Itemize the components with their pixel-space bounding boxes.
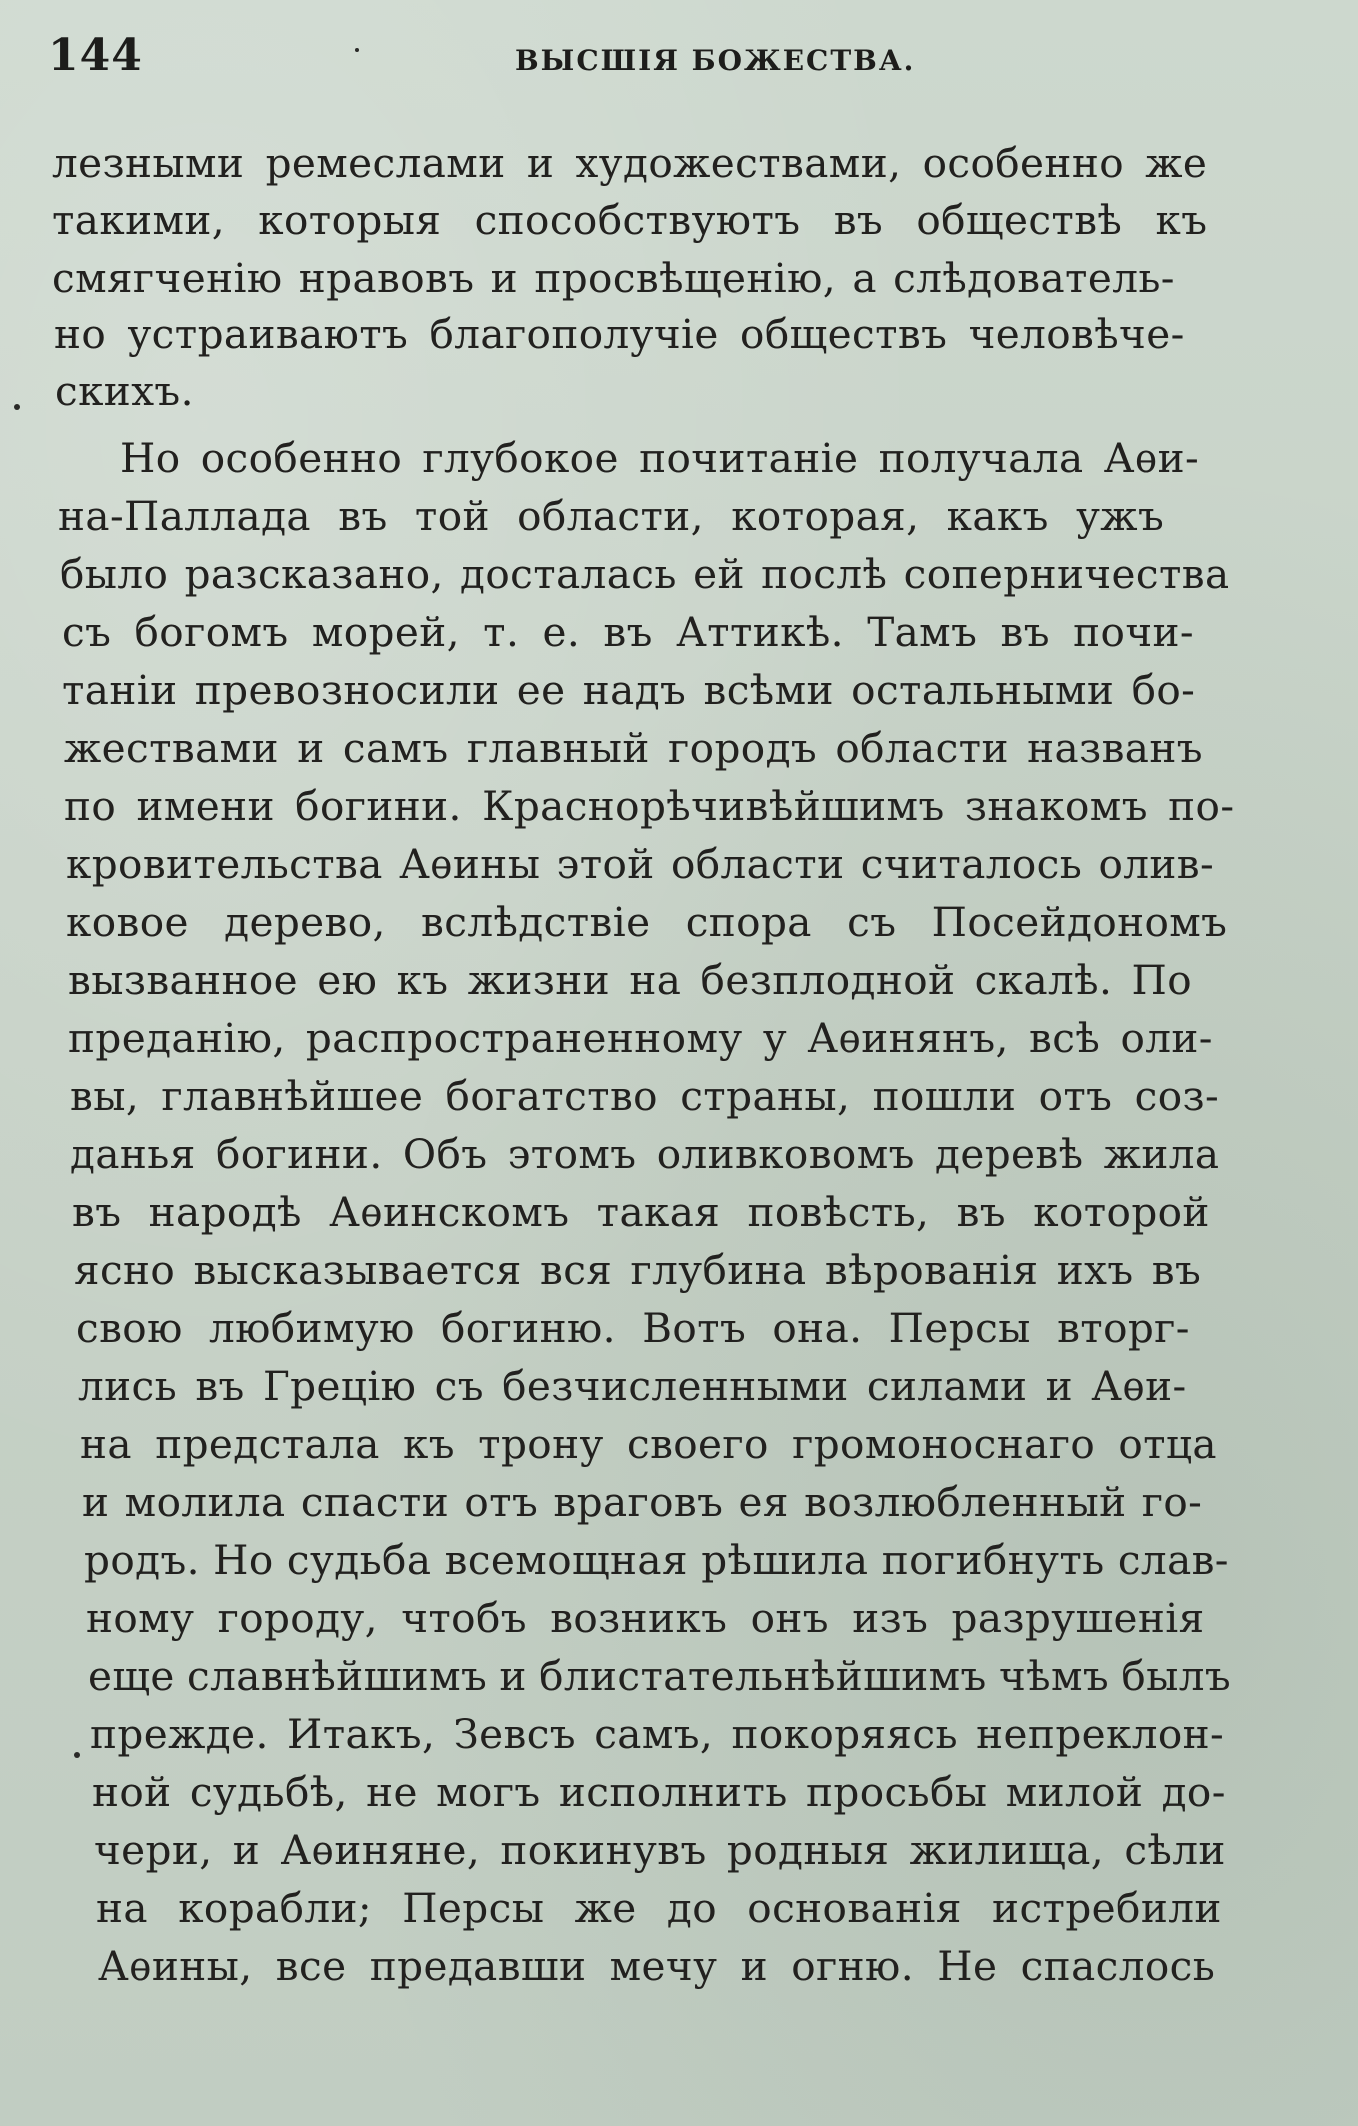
text-line: таніи превозносили ее надъ всѣми остальными бо- [62, 666, 1196, 714]
text-line: на корабли; Персы же до основанія истребили [96, 1884, 1222, 1932]
text-line: прежде. Итакъ, Зевсъ самъ, покоряясь непреклон- [90, 1710, 1225, 1758]
text-line: на-Паллада въ той области, которая, какъ ужъ [58, 492, 1165, 540]
text-line: скихъ. [55, 367, 194, 415]
text-line: было разсказано, досталась ей послѣ соперничества [60, 550, 1230, 598]
page-number: 144 [48, 30, 143, 81]
text-line: съ богомъ морей, т. е. въ Аттикѣ. Тамъ въ почи- [62, 608, 1194, 656]
text-line: но устраиваютъ благополучіе обществъ человѣче- [54, 310, 1185, 358]
text-line: жествами и самъ главный городъ области названъ [64, 724, 1203, 772]
text-line: вызванное ею къ жизни на безплодной скалѣ. По [68, 956, 1193, 1004]
text-line: лезными ремеслами и художествами, особенно же [52, 139, 1208, 187]
text-line: лись въ Грецію съ безчисленными силами и Аѳи- [78, 1362, 1187, 1410]
margin-speck [355, 48, 359, 52]
text-line: еще славнѣйшимъ и блистательнѣйшимъ чѣмъ былъ [88, 1652, 1232, 1700]
text-line: и молила спасти отъ враговъ ея возлюбленный го- [82, 1478, 1203, 1526]
text-line: смягченію нравовъ и просвѣщенію, а слѣдователь- [52, 254, 1175, 302]
text-line: кровительства Аѳины этой области считалось олив- [66, 840, 1215, 888]
text-line: родъ. Но судьба всемощная рѣшила погибнуть слав- [84, 1536, 1229, 1584]
running-head: ВЫСШІЯ БОЖЕСТВА. [515, 44, 916, 77]
text-line: по имени богини. Краснорѣчивѣйшимъ знакомъ по- [64, 782, 1235, 830]
text-line: данья богини. Объ этомъ оливковомъ деревѣ жила [70, 1130, 1220, 1178]
text-line: ковое дерево, вслѣдствіе спора съ Посейдономъ [66, 898, 1228, 946]
text-line: свою любимую богиню. Вотъ она. Персы вторг- [76, 1304, 1190, 1352]
margin-speck [14, 404, 20, 410]
text-line: въ народѣ Аѳинскомъ такая повѣсть, въ которой [72, 1188, 1210, 1236]
text-line: ясно высказывается вся глубина вѣрованія ихъ въ [74, 1246, 1202, 1294]
text-line: такими, которыя способствуютъ въ обществѣ къ [52, 196, 1208, 244]
margin-speck [74, 1752, 80, 1758]
text-line: на предстала къ трону своего громоноснаго отца [80, 1420, 1217, 1468]
text-line: Аѳины, все предавши мечу и огню. Не спаслось [98, 1942, 1216, 1990]
text-line: чери, и Аѳиняне, покинувъ родныя жилища, сѣли [94, 1826, 1226, 1874]
text-line: ному городу, чтобъ возникъ онъ изъ разрушенія [86, 1594, 1205, 1642]
text-line: Но особенно глубокое почитаніе получала Аѳи- [120, 434, 1200, 482]
text-line: ной судьбѣ, не могъ исполнить просьбы милой до- [92, 1768, 1226, 1816]
text-line: преданію, распространенному у Аѳинянъ, всѣ оли- [68, 1014, 1213, 1062]
text-line: вы, главнѣйшее богатство страны, пошли отъ соз- [70, 1072, 1220, 1120]
